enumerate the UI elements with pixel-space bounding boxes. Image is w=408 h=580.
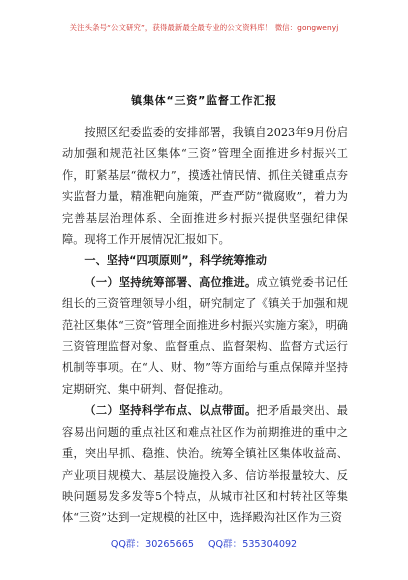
promo-banner: 关注头条号“公文研究”，获得最新最全最专业的公文资料库！ 微信：gongwenyj — [69, 23, 339, 32]
footer-contact — [0, 536, 408, 550]
document-title: 镇集体“三资”监督工作汇报 — [131, 94, 277, 107]
item-lead-1: （一）坚持统筹部署、高位推进。 — [84, 275, 257, 289]
footer-qq-1: QQ群：30265665 — [110, 539, 194, 550]
item-body-1: 成立镇党委书记任组长的三资管理领导小组，研究制定了《镇关于加强和规范社区集体“三资”管理全面推进乡村振兴实施方案》，明确三资管理监督对象、监督重点、监督架构、监督方式运行机制等事项。在“人、财、物”等方面给与重点保障并坚持定期研究、集中研判、督促推动。 — [62, 275, 348, 396]
footer-qq-2: QQ群：535304092 — [207, 539, 298, 550]
intro-paragraph: 按照区纪委监委的安排部署，我镇自2023年9月份启动加强和规范社区集体“三资”管理全面推进乡村振兴工作，盯紧基层“微权力”，摸透社情民情、抓住关键重点夯实监督力量，精准靶向施策，严查严防“微腐败”，着力为完善基层治理体系、全面推进乡村振兴提供坚强纪律保障。现将工作开展情况汇报如下。 — [62, 126, 348, 247]
item-paragraph-1 — [62, 272, 348, 400]
item-lead-2: （二）坚持科学布点、以点带面。 — [84, 404, 257, 418]
item-paragraph-2 — [62, 400, 348, 528]
item-body-2: 把矛盾最突出、最容易出问题的重点社区和难点社区作为前期推进的重中之重，突出早抓、稳推、快治。统筹全镇社区集体收益高、产业项目规模大、基层设施投入多、信访举报量较大、反映问题易发多发等5个特点，从城市社区和村转社区等集体“三资”达到一定规模的社区中，选择殿沟社区作为三资 — [62, 404, 348, 525]
document-body — [62, 122, 348, 529]
section-heading: 一、坚持“四项原则”，科学统筹推动 — [84, 254, 267, 268]
